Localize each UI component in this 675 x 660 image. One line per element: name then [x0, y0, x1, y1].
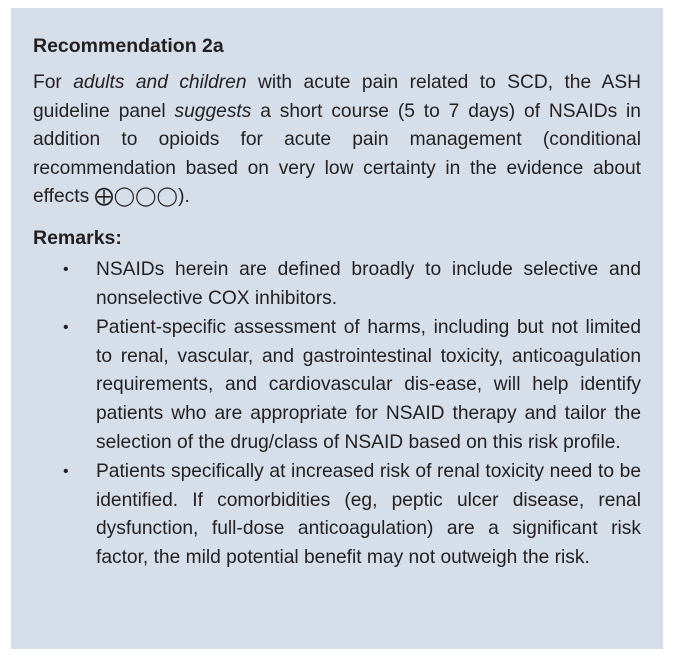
- remark-item: [33, 314, 641, 457]
- recommendation-population: adults and children: [73, 72, 247, 93]
- remark-item: [33, 458, 641, 572]
- remark-item: [33, 256, 641, 313]
- recommendation-text-part2: with acute pain related to SCD, the ASH guideline panel: [33, 72, 641, 122]
- remark-text: Patient-specific assessment of harms, including but not limited to renal, vascular, and gastrointestinal toxicity, anticoagulation requirements, and cardiovascular dis-ease, will help identify patients who are appropriate for NSAID therapy and tailor the selection of the drug/class of NSAID based on this risk profile.: [96, 317, 641, 453]
- remark-text: Patients specifically at increased risk of renal toxicity need to be identified. If comorbidities (eg, peptic ulcer disease, renal dysfunction, full-dose anticoagulation) are a significant risk factor, the mild potential benefit may not outweigh the risk.: [96, 461, 641, 568]
- recommendation-text: [33, 69, 641, 212]
- recommendation-box: [11, 8, 663, 649]
- recommendation-text-part3: a short course (5 to 7 days) of NSAIDs in addition to opioids for acute pain management (conditional recommendation based on very low certainty in the evidence about effects ⨁◯◯◯).: [33, 100, 641, 208]
- remarks-list: [33, 256, 641, 573]
- bullet-icon: •: [63, 463, 69, 481]
- remarks-heading: Remarks:: [33, 226, 122, 249]
- bullet-icon: •: [63, 260, 69, 278]
- recommendation-text-part1: For: [33, 72, 74, 93]
- recommendation-title: Recommendation 2a: [33, 35, 224, 57]
- remark-text: NSAIDs herein are defined broadly to include selective and nonselective COX inhibitors.: [96, 258, 641, 309]
- bullet-icon: •: [63, 319, 69, 337]
- recommendation-strength-verb: suggests: [174, 100, 252, 122]
